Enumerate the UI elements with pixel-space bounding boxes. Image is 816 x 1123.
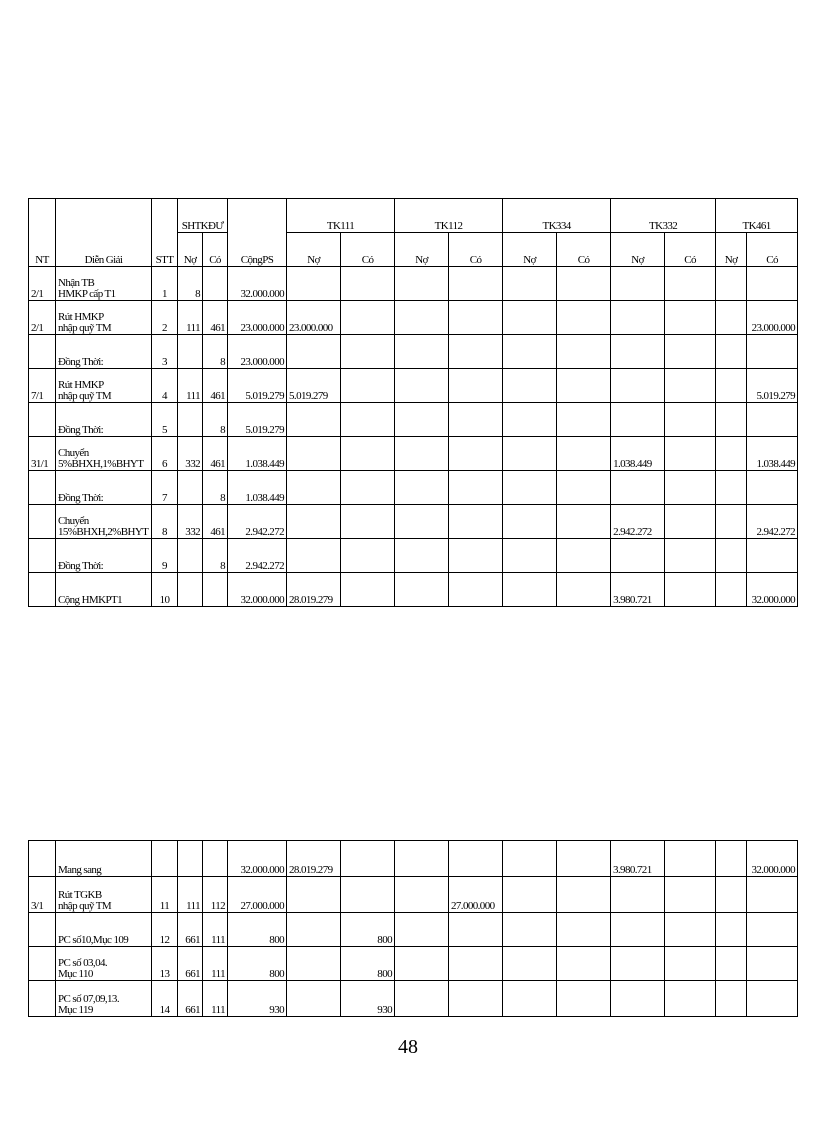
tk332-no-cell: 1.038.449 [611, 437, 665, 471]
shtkdu-co-cell: 461 [203, 301, 228, 335]
cong-ps-cell: 2.942.272 [228, 539, 287, 573]
dien-giai-cell: Mang sang [56, 841, 152, 877]
tk112-no-cell [395, 573, 449, 607]
table-row [29, 947, 798, 981]
header-tk111: TK111 [287, 199, 395, 233]
tk332-no-cell: 2.942.272 [611, 505, 665, 539]
tk112-co-cell [449, 947, 503, 981]
tk112-no-cell [395, 437, 449, 471]
tk111-no-cell [287, 335, 341, 369]
tk111-co-cell [341, 841, 395, 877]
header-tk461: TK461 [716, 199, 798, 233]
tk461-co-cell: 32.000.000 [747, 841, 798, 877]
tk334-no-cell [503, 573, 557, 607]
tk461-no-cell [716, 437, 747, 471]
tk111-no-cell [287, 403, 341, 437]
shtkdu-no-cell: 661 [178, 913, 203, 947]
cong-ps-cell: 5.019.279 [228, 403, 287, 437]
table-row [29, 301, 798, 335]
subheader-shtkdu-co: Có [203, 233, 228, 267]
dien-giai-cell: Rút HMKP nhập quỹ TM [56, 369, 152, 403]
tk332-co-cell [665, 841, 716, 877]
tk112-no-cell [395, 471, 449, 505]
cong-ps-cell: 930 [228, 981, 287, 1017]
table-row [29, 913, 798, 947]
tk332-co-cell [665, 877, 716, 913]
subheader-shtkdu-no: Nợ [178, 233, 203, 267]
tk461-no-cell [716, 947, 747, 981]
tk332-co-cell [665, 369, 716, 403]
header-tk334: TK334 [503, 199, 611, 233]
nt-cell: 7/1 [29, 369, 56, 403]
tk112-no-cell [395, 539, 449, 573]
cong-ps-cell: 800 [228, 913, 287, 947]
header-dien-giai: Diễn Giải [56, 199, 152, 267]
tk461-no-cell [716, 403, 747, 437]
tk334-no-cell [503, 877, 557, 913]
ledger-table-1-body [29, 267, 798, 607]
tk112-co-cell [449, 335, 503, 369]
tk332-co-cell [665, 573, 716, 607]
stt-cell: 14 [152, 981, 178, 1017]
tk461-co-cell [747, 471, 798, 505]
tk332-co-cell [665, 301, 716, 335]
tk334-no-cell [503, 841, 557, 877]
nt-cell: 2/1 [29, 301, 56, 335]
stt-cell: 4 [152, 369, 178, 403]
shtkdu-no-cell [178, 335, 203, 369]
tk461-no-cell [716, 471, 747, 505]
shtkdu-co-cell: 8 [203, 539, 228, 573]
tk334-co-cell [557, 471, 611, 505]
tk111-co-cell [341, 573, 395, 607]
tk112-no-cell [395, 913, 449, 947]
stt-cell: 13 [152, 947, 178, 981]
tk334-no-cell [503, 403, 557, 437]
header-nt: NT [29, 199, 56, 267]
tk111-no-cell: 23.000.000 [287, 301, 341, 335]
tk334-no-cell [503, 471, 557, 505]
tk112-co-cell [449, 437, 503, 471]
tk112-no-cell [395, 369, 449, 403]
stt-cell: 9 [152, 539, 178, 573]
shtkdu-co-cell: 8 [203, 403, 228, 437]
tk334-co-cell [557, 573, 611, 607]
stt-cell: 1 [152, 267, 178, 301]
nt-cell [29, 981, 56, 1017]
tk332-no-cell [611, 947, 665, 981]
cong-ps-cell: 32.000.000 [228, 267, 287, 301]
tk461-co-cell [747, 913, 798, 947]
tk112-co-cell [449, 539, 503, 573]
header-cong-ps: CộngPS [228, 199, 287, 267]
tk332-no-cell [611, 913, 665, 947]
tk111-no-cell [287, 505, 341, 539]
tk334-co-cell [557, 913, 611, 947]
tk461-co-cell: 2.942.272 [747, 505, 798, 539]
tk112-co-cell [449, 573, 503, 607]
tk334-co-cell [557, 841, 611, 877]
tk111-co-cell [341, 505, 395, 539]
tk112-co-cell [449, 369, 503, 403]
tk334-co-cell [557, 947, 611, 981]
tk111-co-cell [341, 539, 395, 573]
tk332-no-cell: 3.980.721 [611, 841, 665, 877]
dien-giai-cell: Đồng Thời: [56, 471, 152, 505]
tk112-co-cell [449, 471, 503, 505]
subheader-tk461-co: Có [747, 233, 798, 267]
nt-cell [29, 403, 56, 437]
tk111-co-cell [341, 403, 395, 437]
stt-cell: 5 [152, 403, 178, 437]
nt-cell: 31/1 [29, 437, 56, 471]
tk332-no-cell [611, 369, 665, 403]
tk112-no-cell [395, 335, 449, 369]
tk332-co-cell [665, 981, 716, 1017]
tk332-no-cell [611, 403, 665, 437]
table-row [29, 267, 798, 301]
stt-cell: 3 [152, 335, 178, 369]
shtkdu-co-cell: 461 [203, 505, 228, 539]
tk111-co-cell: 800 [341, 913, 395, 947]
nt-cell [29, 947, 56, 981]
tk334-no-cell [503, 913, 557, 947]
dien-giai-cell: PC số 07,09,13. Mục 119 [56, 981, 152, 1017]
subheader-tk334-co: Có [557, 233, 611, 267]
tk461-no-cell [716, 981, 747, 1017]
dien-giai-cell: Nhận TB HMKP cấp T1 [56, 267, 152, 301]
ledger-table-2-body [29, 841, 798, 1017]
tk461-co-cell [747, 403, 798, 437]
shtkdu-no-cell: 332 [178, 505, 203, 539]
tk461-no-cell [716, 573, 747, 607]
shtkdu-no-cell [178, 403, 203, 437]
shtkdu-no-cell [178, 539, 203, 573]
shtkdu-no-cell: 111 [178, 301, 203, 335]
tk461-co-cell: 1.038.449 [747, 437, 798, 471]
cong-ps-cell: 1.038.449 [228, 437, 287, 471]
tk461-co-cell [747, 539, 798, 573]
tk332-no-cell [611, 301, 665, 335]
tk334-co-cell [557, 335, 611, 369]
dien-giai-cell: Đồng Thời: [56, 539, 152, 573]
tk332-no-cell [611, 335, 665, 369]
dien-giai-cell: Cộng HMKPT1 [56, 573, 152, 607]
table-row [29, 369, 798, 403]
tk111-co-cell [341, 301, 395, 335]
header-stt: STT [152, 199, 178, 267]
tk334-no-cell [503, 437, 557, 471]
tk112-no-cell [395, 301, 449, 335]
tk111-no-cell [287, 267, 341, 301]
nt-cell [29, 573, 56, 607]
tk332-no-cell: 3.980.721 [611, 573, 665, 607]
tk332-co-cell [665, 539, 716, 573]
tk332-co-cell [665, 947, 716, 981]
subheader-tk461-no: Nợ [716, 233, 747, 267]
cong-ps-cell: 1.038.449 [228, 471, 287, 505]
tk111-co-cell: 800 [341, 947, 395, 981]
subheader-tk332-co: Có [665, 233, 716, 267]
tk112-co-cell [449, 267, 503, 301]
tk111-no-cell [287, 471, 341, 505]
tk461-no-cell [716, 913, 747, 947]
tk334-no-cell [503, 369, 557, 403]
tk112-no-cell [395, 841, 449, 877]
shtkdu-co-cell: 461 [203, 437, 228, 471]
header-shtkdu: SHTKĐƯ [178, 199, 228, 233]
header-tk332: TK332 [611, 199, 716, 233]
stt-cell: 6 [152, 437, 178, 471]
tk111-co-cell [341, 267, 395, 301]
tk112-no-cell [395, 505, 449, 539]
tk332-co-cell [665, 471, 716, 505]
dien-giai-cell: Đồng Thời: [56, 403, 152, 437]
tk334-no-cell [503, 335, 557, 369]
table-row [29, 335, 798, 369]
stt-cell: 12 [152, 913, 178, 947]
shtkdu-co-cell: 461 [203, 369, 228, 403]
nt-cell [29, 335, 56, 369]
tk112-co-cell [449, 981, 503, 1017]
tk111-no-cell: 5.019.279 [287, 369, 341, 403]
shtkdu-co-cell: 112 [203, 877, 228, 913]
cong-ps-cell: 23.000.000 [228, 335, 287, 369]
tk111-no-cell [287, 981, 341, 1017]
tk334-co-cell [557, 437, 611, 471]
dien-giai-cell: PC số 03,04. Mục 110 [56, 947, 152, 981]
tk461-co-cell [747, 877, 798, 913]
tk332-no-cell [611, 471, 665, 505]
tk111-no-cell: 28.019.279 [287, 573, 341, 607]
table-row [29, 539, 798, 573]
tk332-co-cell [665, 505, 716, 539]
dien-giai-cell: Rút HMKP nhập quỹ TM [56, 301, 152, 335]
tk112-co-cell [449, 841, 503, 877]
tk111-no-cell [287, 437, 341, 471]
page-number: 48 [398, 1036, 418, 1058]
tk461-no-cell [716, 369, 747, 403]
shtkdu-co-cell [203, 841, 228, 877]
stt-cell: 8 [152, 505, 178, 539]
tk334-no-cell [503, 505, 557, 539]
stt-cell: 10 [152, 573, 178, 607]
table-row [29, 437, 798, 471]
header-tk112: TK112 [395, 199, 503, 233]
tk112-no-cell [395, 403, 449, 437]
table-row [29, 981, 798, 1017]
table-row [29, 471, 798, 505]
shtkdu-no-cell: 332 [178, 437, 203, 471]
table-row [29, 841, 798, 877]
cong-ps-cell: 27.000.000 [228, 877, 287, 913]
tk461-co-cell: 32.000.000 [747, 573, 798, 607]
shtkdu-no-cell: 661 [178, 981, 203, 1017]
shtkdu-co-cell: 8 [203, 335, 228, 369]
nt-cell [29, 539, 56, 573]
nt-cell: 2/1 [29, 267, 56, 301]
shtkdu-no-cell: 661 [178, 947, 203, 981]
nt-cell [29, 471, 56, 505]
tk334-co-cell [557, 369, 611, 403]
nt-cell [29, 841, 56, 877]
tk461-no-cell [716, 539, 747, 573]
ledger-table-1 [28, 198, 798, 607]
tk111-no-cell [287, 913, 341, 947]
shtkdu-co-cell: 111 [203, 913, 228, 947]
tk332-no-cell [611, 539, 665, 573]
stt-cell: 2 [152, 301, 178, 335]
tk461-co-cell: 5.019.279 [747, 369, 798, 403]
tk332-no-cell [611, 877, 665, 913]
table-row [29, 573, 798, 607]
tk332-no-cell [611, 981, 665, 1017]
shtkdu-co-cell: 8 [203, 471, 228, 505]
tk334-co-cell [557, 301, 611, 335]
cong-ps-cell: 5.019.279 [228, 369, 287, 403]
nt-cell: 3/1 [29, 877, 56, 913]
stt-cell: 7 [152, 471, 178, 505]
tk334-co-cell [557, 877, 611, 913]
tk334-co-cell [557, 539, 611, 573]
tk111-no-cell: 28.019.279 [287, 841, 341, 877]
tk111-no-cell [287, 947, 341, 981]
tk112-no-cell [395, 981, 449, 1017]
tk111-co-cell [341, 369, 395, 403]
tk332-no-cell [611, 267, 665, 301]
tk112-co-cell: 27.000.000 [449, 877, 503, 913]
cong-ps-cell: 32.000.000 [228, 841, 287, 877]
shtkdu-co-cell: 111 [203, 947, 228, 981]
dien-giai-cell: PC số10,Mục 109 [56, 913, 152, 947]
tk112-co-cell [449, 403, 503, 437]
tk334-no-cell [503, 981, 557, 1017]
tk334-no-cell [503, 301, 557, 335]
shtkdu-no-cell [178, 573, 203, 607]
shtkdu-no-cell: 8 [178, 267, 203, 301]
tk461-no-cell [716, 267, 747, 301]
tk334-no-cell [503, 947, 557, 981]
tk332-co-cell [665, 335, 716, 369]
nt-cell [29, 913, 56, 947]
tk461-no-cell [716, 301, 747, 335]
dien-giai-cell: Chuyển 15%BHXH,2%BHYT [56, 505, 152, 539]
shtkdu-no-cell: 111 [178, 369, 203, 403]
tk461-co-cell [747, 981, 798, 1017]
tk334-co-cell [557, 267, 611, 301]
tk112-co-cell [449, 505, 503, 539]
tk332-co-cell [665, 403, 716, 437]
tk332-co-cell [665, 913, 716, 947]
tk111-co-cell [341, 437, 395, 471]
subheader-tk332-no: Nợ [611, 233, 665, 267]
tk461-co-cell: 23.000.000 [747, 301, 798, 335]
ledger-table-2 [28, 840, 798, 1017]
shtkdu-no-cell [178, 471, 203, 505]
tk112-no-cell [395, 877, 449, 913]
tk334-no-cell [503, 267, 557, 301]
tk112-co-cell [449, 913, 503, 947]
tk112-co-cell [449, 301, 503, 335]
cong-ps-cell: 2.942.272 [228, 505, 287, 539]
tk111-co-cell: 930 [341, 981, 395, 1017]
tk111-no-cell [287, 539, 341, 573]
tk111-co-cell [341, 877, 395, 913]
tk461-co-cell [747, 947, 798, 981]
tk111-co-cell [341, 471, 395, 505]
dien-giai-cell: Đồng Thời: [56, 335, 152, 369]
subheader-tk111-co: Có [341, 233, 395, 267]
tk461-no-cell [716, 841, 747, 877]
tk461-co-cell [747, 335, 798, 369]
tk111-no-cell [287, 877, 341, 913]
dien-giai-cell: Chuyển 5%BHXH,1%BHYT [56, 437, 152, 471]
tk334-co-cell [557, 981, 611, 1017]
cong-ps-cell: 32.000.000 [228, 573, 287, 607]
stt-cell [152, 841, 178, 877]
subheader-tk112-no: Nợ [395, 233, 449, 267]
tk461-no-cell [716, 335, 747, 369]
tk461-co-cell [747, 267, 798, 301]
table-row [29, 403, 798, 437]
nt-cell [29, 505, 56, 539]
shtkdu-no-cell: 111 [178, 877, 203, 913]
tk112-no-cell [395, 947, 449, 981]
tk334-no-cell [503, 539, 557, 573]
stt-cell: 11 [152, 877, 178, 913]
shtkdu-co-cell [203, 573, 228, 607]
shtkdu-co-cell: 111 [203, 981, 228, 1017]
cong-ps-cell: 800 [228, 947, 287, 981]
tk111-co-cell [341, 335, 395, 369]
tk332-co-cell [665, 437, 716, 471]
tk112-no-cell [395, 267, 449, 301]
subheader-tk334-no: Nợ [503, 233, 557, 267]
shtkdu-co-cell [203, 267, 228, 301]
subheader-tk111-no: Nợ [287, 233, 341, 267]
subheader-tk112-co: Có [449, 233, 503, 267]
table-row [29, 505, 798, 539]
cong-ps-cell: 23.000.000 [228, 301, 287, 335]
tk461-no-cell [716, 505, 747, 539]
shtkdu-no-cell [178, 841, 203, 877]
tk332-co-cell [665, 267, 716, 301]
tk334-co-cell [557, 403, 611, 437]
dien-giai-cell: Rút TGKB nhập quỹ TM [56, 877, 152, 913]
tk461-no-cell [716, 877, 747, 913]
table-row [29, 877, 798, 913]
tk334-co-cell [557, 505, 611, 539]
